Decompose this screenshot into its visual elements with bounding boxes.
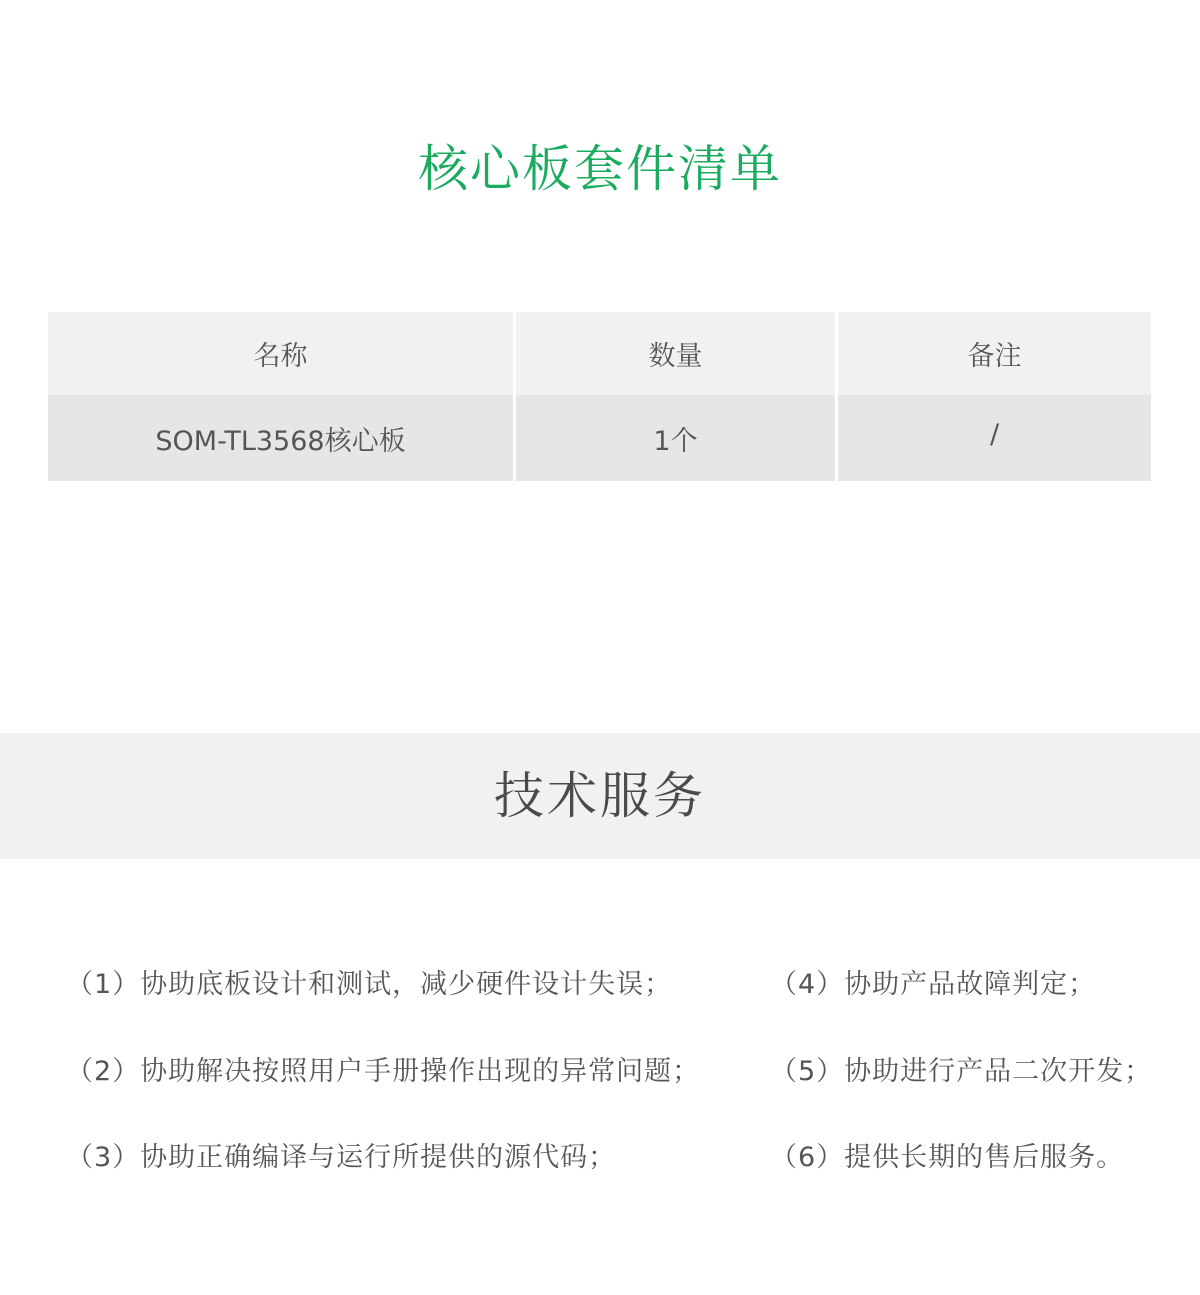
table-row [48,395,1151,481]
header-quantity: 数量 [513,312,835,395]
kit-list-table [48,312,1151,481]
table-header-row [48,312,1151,395]
header-name: 名称 [253,341,308,372]
header-remark: 备注 [835,312,1151,395]
service-item-1: （1）协助底板设计和测试，减少硬件设计失误； [66,969,673,1000]
cell-quantity: 1个 [513,395,835,481]
tech-service-title: 技术服务 [494,767,706,825]
service-item-5: （5）协助进行产品二次开发； [770,1056,1153,1087]
kit-list-title: 核心板套件清单 [418,140,782,198]
service-item-2: （2）协助解决按照用户手册操作出现的异常问题； [66,1056,701,1087]
tech-service-band [0,733,1200,859]
service-item-3: （3）协助正确编译与运行所提供的源代码； [66,1142,617,1173]
cell-remark: / [835,395,1151,481]
service-item-6: （6）提供长期的售后服务。 [770,1142,1125,1173]
service-item-4: （4）协助产品故障判定； [770,969,1097,1000]
cell-name: SOM-TL3568核心板 [155,425,406,457]
